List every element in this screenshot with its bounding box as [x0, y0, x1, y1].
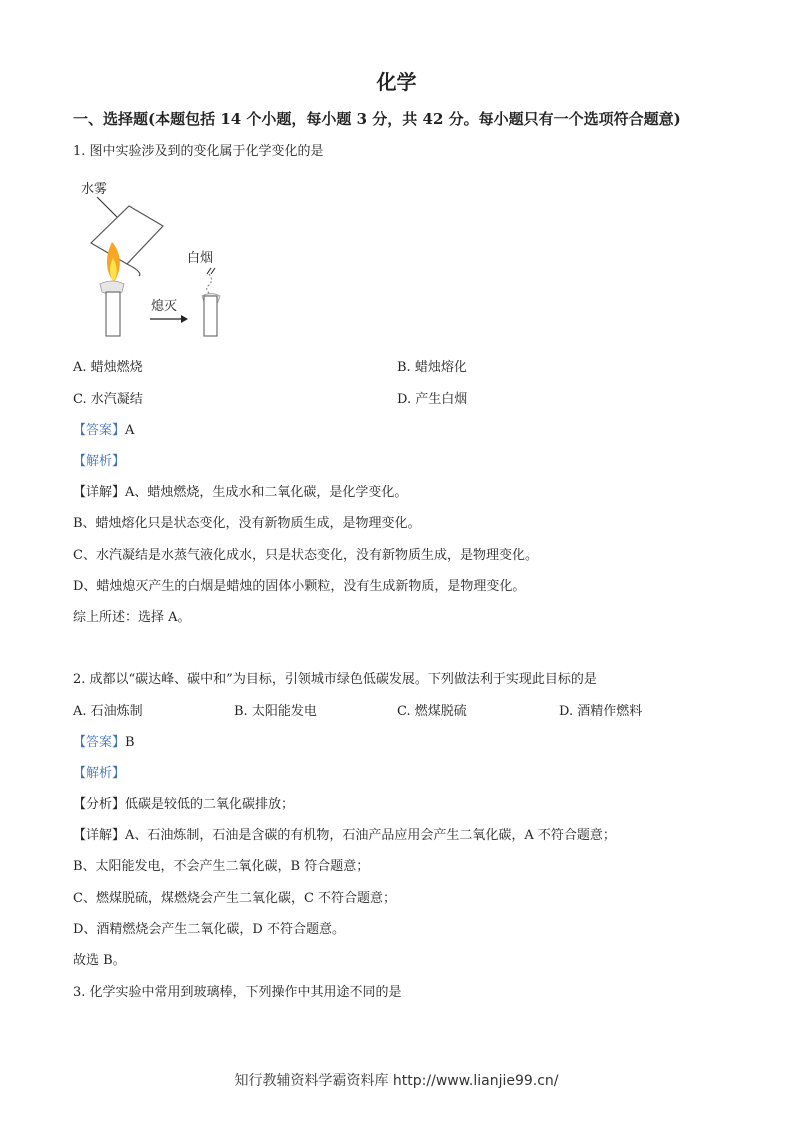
beaker-icon	[91, 206, 163, 276]
q1-detail-line: C、水汽凝结是水蒸气液化成水，只是状态变化，没有新物质生成，是物理变化。	[73, 548, 538, 563]
mist-label: 水雾	[81, 182, 108, 197]
q2-option-d: D. 酒精作燃料	[559, 704, 643, 719]
page-footer: 知行教辅资料学霸资料库 http://www.lianjie99.cn/	[234, 1073, 559, 1089]
extinguished-candle-icon	[202, 294, 220, 337]
q2-stem: 2. 成都以“碳达峰、碳中和”为目标，引领城市绿色低碳发展。下列做法利于实现此目标的是	[73, 672, 597, 687]
smoke-label: 白烟	[187, 251, 214, 266]
q1-detail-line: D、蜡烛熄灭产生的白烟是蜡烛的固体小颗粒，没有生成新物质，是物理变化。	[73, 579, 526, 594]
mist-pointer-line	[97, 197, 117, 217]
q1-stem: 1. 图中实验涉及到的变化属于化学变化的是	[73, 144, 324, 159]
extinguish-label: 熄灭	[151, 299, 178, 314]
q2-detail-line: D、酒精燃烧会产生二氧化碳，D 不符合题意。	[73, 922, 345, 937]
answer-value: B	[125, 735, 135, 750]
q2-detail-line: 故选 B。	[73, 953, 126, 968]
answer-value: A	[125, 423, 135, 438]
q1-detail-line: B、蜡烛熔化只是状态变化，没有新物质生成，是物理变化。	[73, 516, 421, 531]
q1-analysis-tag: 【解析】	[73, 454, 126, 469]
arrow-right-icon	[150, 315, 188, 323]
q2-option-b: B. 太阳能发电	[234, 704, 317, 719]
q1-answer	[73, 422, 134, 440]
q2-option-c: C. 燃煤脱硫	[397, 704, 467, 719]
q2-detail-line: B、太阳能发电，不会产生二氧化碳，B 符合题意；	[73, 859, 370, 874]
q1-candle-figure	[75, 172, 245, 340]
q2-detail-line: 【详解】A、石油炼制，石油是含碳的有机物，石油产品应用会产生二氧化碳，A 不符合题意；	[73, 828, 616, 843]
q2-option-a: A. 石油炼制	[73, 704, 143, 719]
q2-detail-line: 【分析】低碳是较低的二氧化碳排放；	[73, 797, 295, 812]
q1-option-b: B. 蜡烛熔化	[397, 360, 467, 375]
q2-detail-line: C、燃煤脱硫，煤燃烧会产生二氧化碳，C 不符合题意；	[73, 891, 397, 906]
q2-analysis-tag: 【解析】	[73, 766, 126, 781]
q1-option-a: A. 蜡烛燃烧	[73, 360, 143, 375]
section-heading: 一、选择题(本题包括 14 个小题，每小题 3 分，共 42 分。每小题只有一个选项符合题意)	[73, 110, 681, 128]
smoke-icon	[207, 268, 215, 294]
q1-detail-line: 综上所述：选择 A。	[73, 610, 191, 625]
q2-answer	[73, 734, 135, 752]
answer-tag: 【答案】	[73, 735, 126, 750]
page-title: 化学	[376, 70, 417, 94]
q3-stem: 3. 化学实验中常用到玻璃棒，下列操作中其用途不同的是	[73, 985, 402, 1000]
q1-detail-line: 【详解】A、蜡烛燃烧，生成水和二氧化碳，是化学变化。	[73, 485, 408, 500]
q1-option-d: D. 产生白烟	[397, 392, 468, 407]
answer-tag: 【答案】	[73, 423, 126, 438]
q1-option-c: C. 水汽凝结	[73, 392, 143, 407]
